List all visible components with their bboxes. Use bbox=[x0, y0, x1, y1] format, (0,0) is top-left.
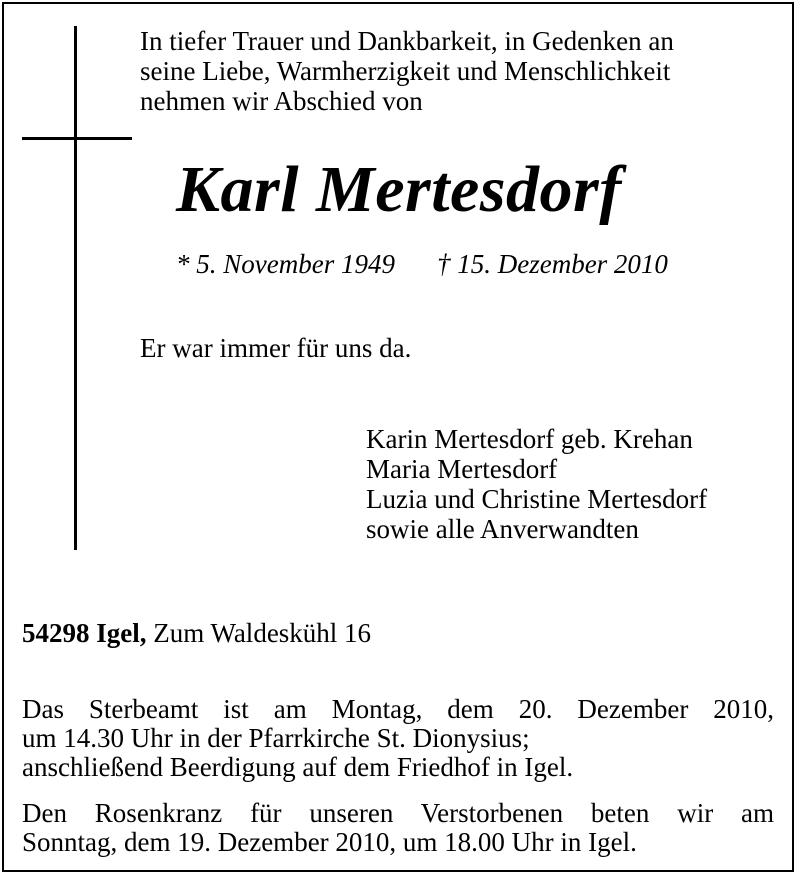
address-street: Zum Waldeskühl 16 bbox=[153, 618, 372, 648]
intro-line: nehmen wir Abschied von bbox=[140, 86, 423, 116]
deceased-name: Karl Mertesdorf bbox=[176, 153, 622, 226]
family-address bbox=[22, 617, 371, 649]
death-date: † 15. Dezember 2010 bbox=[436, 249, 668, 279]
mourner-line: sowie alle Anverwandten bbox=[366, 514, 639, 544]
service-line: Das Sterbeamt ist am Montag, dem 20. Dezember 2010, bbox=[22, 694, 774, 724]
rosary-line: Den Rosenkranz für unseren Verstorbenen beten wir am bbox=[22, 798, 774, 828]
intro-line: seine Liebe, Warmherzigkeit und Menschlichkeit bbox=[140, 56, 671, 86]
intro-text bbox=[140, 26, 790, 116]
motto: Er war immer für uns da. bbox=[140, 333, 412, 363]
service-line: um 14.30 Uhr in der Pfarrkirche St. Dionysius; bbox=[22, 723, 530, 753]
life-dates bbox=[176, 248, 668, 280]
birth-date: * 5. November 1949 bbox=[176, 249, 395, 279]
address-postal-city: 54298 Igel, bbox=[22, 618, 147, 648]
intro-line: In tiefer Trauer und Dankbarkeit, in Gedenken an bbox=[140, 26, 674, 56]
funeral-service-info bbox=[22, 695, 774, 782]
service-line: anschließend Beerdigung auf dem Friedhof in Igel. bbox=[22, 752, 574, 782]
mourners-list bbox=[366, 424, 707, 544]
mourner-line: Karin Mertesdorf geb. Krehan bbox=[366, 424, 693, 454]
mourner-line: Maria Mertesdorf bbox=[366, 454, 558, 484]
rosary-line: Sonntag, dem 19. Dezember 2010, um 18.00 Uhr in Igel. bbox=[22, 827, 637, 857]
mourner-line: Luzia und Christine Mertesdorf bbox=[366, 484, 708, 514]
rosary-info bbox=[22, 799, 774, 857]
cross-icon-horizontal-bar bbox=[22, 137, 132, 140]
cross-icon-vertical-bar bbox=[74, 26, 77, 550]
